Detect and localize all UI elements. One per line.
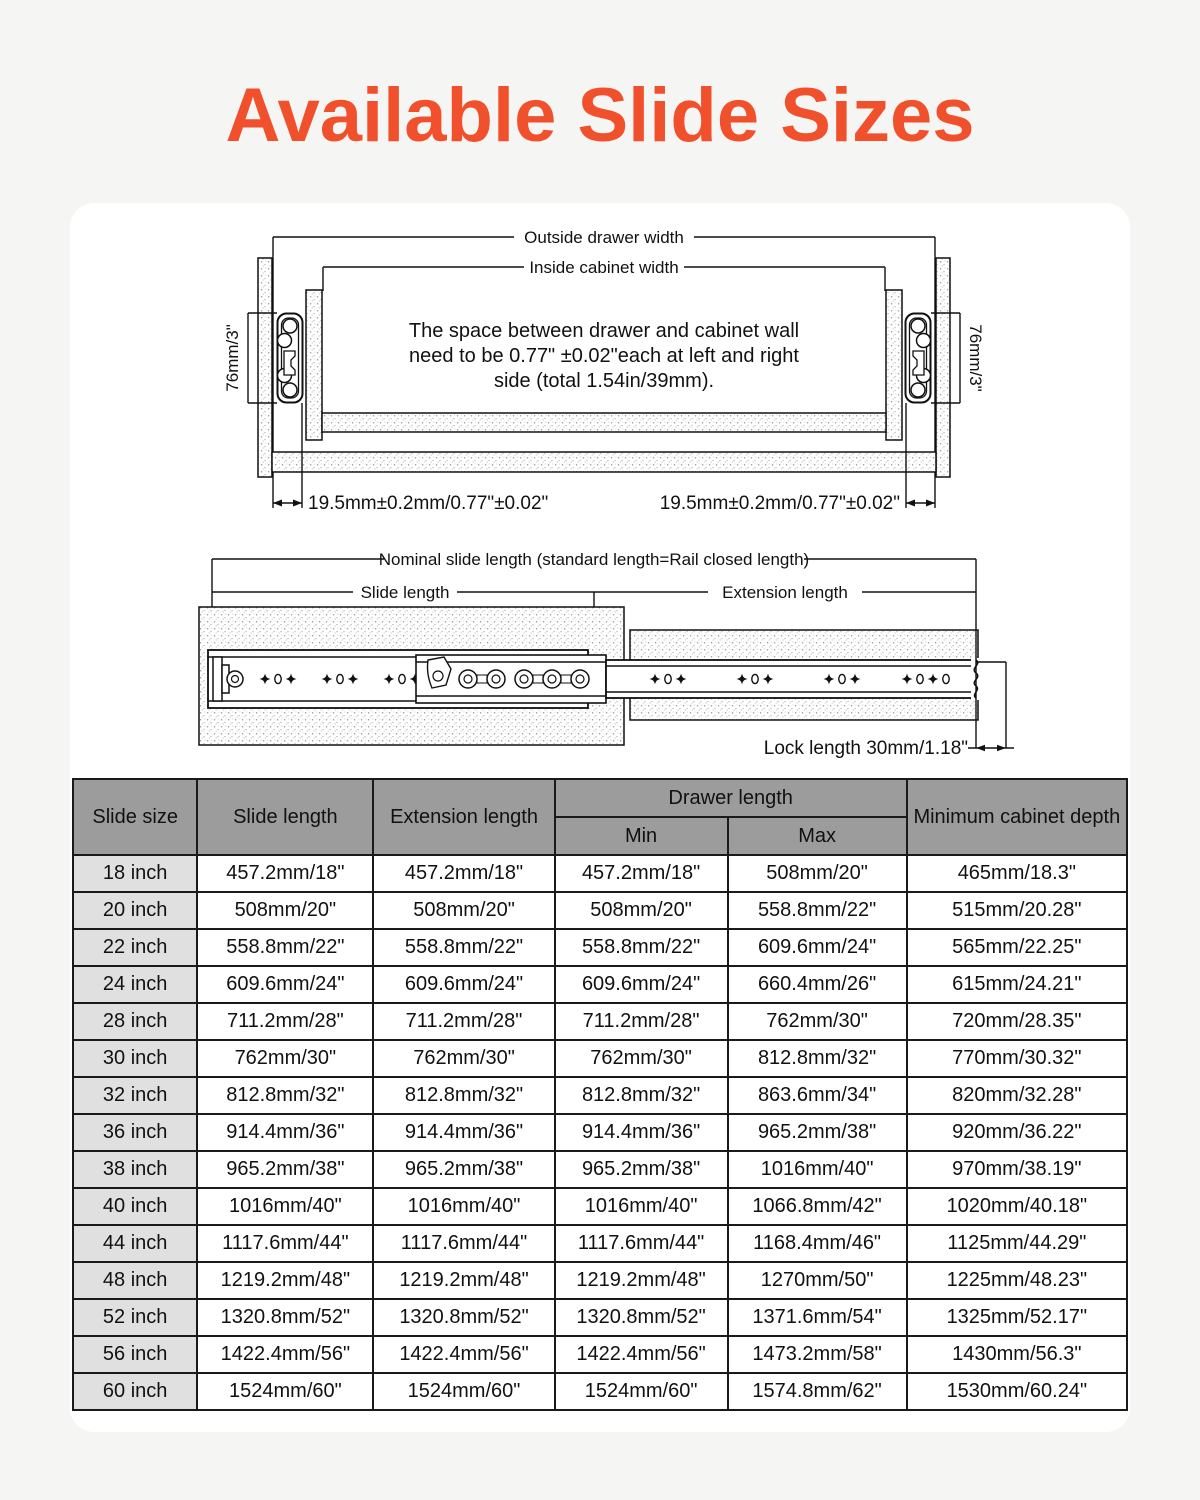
table-row [73,1188,1127,1225]
value-cell: 1325mm/52.17" [907,1299,1127,1336]
mounting-holes [384,674,421,685]
slide-size-cell: 48 inch [73,1262,197,1299]
mounting-holes [824,674,861,685]
side-clearance-left-label: 19.5mm±0.2mm/0.77"±0.02" [308,493,549,514]
table-row [73,1151,1127,1188]
rail-height-right-label: 76mm/3" [966,324,985,392]
value-cell: 812.8mm/32" [555,1077,728,1114]
header-min-cabinet-depth: Minimum cabinet depth [907,779,1127,855]
outside-drawer-width-label: Outside drawer width [524,228,684,247]
value-cell: 762mm/30" [555,1040,728,1077]
size-table-body [73,855,1127,1410]
value-cell: 558.8mm/22" [197,929,373,966]
slide-size-cell: 20 inch [73,892,197,929]
value-cell: 812.8mm/32" [728,1040,907,1077]
value-cell: 1016mm/40" [197,1188,373,1225]
value-cell: 1219.2mm/48" [197,1262,373,1299]
slide-size-table [72,778,1128,1411]
table-row [73,1003,1127,1040]
inner-rail-extended [606,658,982,700]
value-cell: 565mm/22.25" [907,929,1127,966]
table-row [73,1114,1127,1151]
cabinet-wall-right [936,258,950,477]
extension-length-dimension [594,583,976,602]
value-cell: 558.8mm/22" [555,929,728,966]
value-cell: 1219.2mm/48" [373,1262,554,1299]
value-cell: 615mm/24.21" [907,966,1127,1003]
svg-text:need to be 0.77" ±0.02"each at: need to be 0.77" ±0.02"each at left and right [409,345,799,367]
value-cell: 609.6mm/24" [728,929,907,966]
value-cell: 1016mm/40" [555,1188,728,1225]
table-row [73,1225,1127,1262]
drawer-bottom-panel [322,413,886,432]
slide-size-cell: 22 inch [73,929,197,966]
value-cell: 457.2mm/18" [373,855,554,892]
value-cell: 508mm/20" [197,892,373,929]
table-row [73,1262,1127,1299]
mounting-holes [322,674,359,685]
value-cell: 1524mm/60" [373,1373,554,1410]
value-cell: 1168.4mm/46" [728,1225,907,1262]
slide-size-cell: 60 inch [73,1373,197,1410]
slide-size-cell: 38 inch [73,1151,197,1188]
inside-cabinet-width-dimension [323,258,885,291]
value-cell: 1125mm/44.29" [907,1225,1127,1262]
extension-length-label: Extension length [722,583,848,602]
value-cell: 1066.8mm/42" [728,1188,907,1225]
slide-cross-section-left [278,314,303,403]
value-cell: 711.2mm/28" [555,1003,728,1040]
header-slide-size: Slide size [73,779,197,855]
nominal-length-label: Nominal slide length (standard length=Rail closed length) [378,550,810,569]
header-extension-length: Extension length [373,779,554,855]
value-cell: 970mm/38.19" [907,1151,1127,1188]
value-cell: 1422.4mm/56" [555,1336,728,1373]
value-cell: 1524mm/60" [197,1373,373,1410]
value-cell: 711.2mm/28" [373,1003,554,1040]
slide-length-diagram [150,550,1060,765]
value-cell: 720mm/28.35" [907,1003,1127,1040]
value-cell: 558.8mm/22" [373,929,554,966]
table-row [73,892,1127,929]
slide-size-cell: 18 inch [73,855,197,892]
value-cell: 762mm/30" [373,1040,554,1077]
slide-size-cell: 32 inch [73,1077,197,1114]
table-row [73,1077,1127,1114]
value-cell: 508mm/20" [555,892,728,929]
value-cell: 1371.6mm/54" [728,1299,907,1336]
value-cell: 1422.4mm/56" [197,1336,373,1373]
slide-size-cell: 56 inch [73,1336,197,1373]
value-cell: 965.2mm/38" [555,1151,728,1188]
mounting-holes [902,674,939,685]
value-cell: 1574.8mm/62" [728,1373,907,1410]
value-cell: 1320.8mm/52" [373,1299,554,1336]
value-cell: 465mm/18.3" [907,855,1127,892]
value-cell: 914.4mm/36" [373,1114,554,1151]
drawer-side-left [306,290,322,440]
slide-size-cell: 52 inch [73,1299,197,1336]
value-cell: 770mm/30.32" [907,1040,1127,1077]
table-row [73,855,1127,892]
mounting-holes [737,674,774,685]
value-cell: 965.2mm/38" [728,1114,907,1151]
value-cell: 558.8mm/22" [728,892,907,929]
value-cell: 914.4mm/36" [197,1114,373,1151]
value-cell: 762mm/30" [728,1003,907,1040]
value-cell: 1225mm/48.23" [907,1262,1127,1299]
drawer-side-right [886,290,902,440]
table-row [73,1336,1127,1373]
value-cell: 515mm/20.28" [907,892,1127,929]
value-cell: 965.2mm/38" [373,1151,554,1188]
value-cell: 1320.8mm/52" [555,1299,728,1336]
value-cell: 508mm/20" [373,892,554,929]
value-cell: 1016mm/40" [373,1188,554,1225]
header-drawer-min: Min [555,817,728,855]
cabinet-wall-left [258,258,272,477]
value-cell: 1020mm/40.18" [907,1188,1127,1225]
table-row [73,1040,1127,1077]
value-cell: 1117.6mm/44" [373,1225,554,1262]
table-row [73,1299,1127,1336]
value-cell: 609.6mm/24" [555,966,728,1003]
value-cell: 660.4mm/26" [728,966,907,1003]
slide-size-cell: 30 inch [73,1040,197,1077]
value-cell: 1524mm/60" [555,1373,728,1410]
value-cell: 820mm/32.28" [907,1077,1127,1114]
value-cell: 762mm/30" [197,1040,373,1077]
side-clearance-right-label: 19.5mm±0.2mm/0.77"±0.02" [659,493,900,514]
value-cell: 1016mm/40" [728,1151,907,1188]
svg-text:The space between drawer and c: The space between drawer and cabinet wall [408,320,800,342]
rail-height-left-label: 76mm/3" [223,324,242,392]
content-card [70,203,1130,1432]
slide-size-cell: 40 inch [73,1188,197,1225]
value-cell: 863.6mm/34" [728,1077,907,1114]
inside-cabinet-width-label: Inside cabinet width [529,258,679,277]
value-cell: 1117.6mm/44" [555,1225,728,1262]
value-cell: 1430mm/56.3" [907,1336,1127,1373]
header-slide-length: Slide length [197,779,373,855]
value-cell: 812.8mm/32" [197,1077,373,1114]
value-cell: 914.4mm/36" [555,1114,728,1151]
svg-text:side (total 1.54in/39mm).: side (total 1.54in/39mm). [493,370,715,392]
slide-cross-section-right [906,314,931,403]
value-cell: 1473.2mm/58" [728,1336,907,1373]
value-cell: 508mm/20" [728,855,907,892]
table-row [73,929,1127,966]
table-row [73,1373,1127,1410]
slide-size-cell: 44 inch [73,1225,197,1262]
slide-size-cell: 28 inch [73,1003,197,1040]
table-header [73,779,1127,855]
clearance-note [409,320,800,392]
value-cell: 457.2mm/18" [555,855,728,892]
header-drawer-length: Drawer length [555,779,907,817]
slide-size-cell: 36 inch [73,1114,197,1151]
drawer-width-diagram [218,225,990,537]
value-cell: 1117.6mm/44" [197,1225,373,1262]
header-drawer-max: Max [728,817,907,855]
value-cell: 1320.8mm/52" [197,1299,373,1336]
value-cell: 812.8mm/32" [373,1077,554,1114]
bearing-carriage [416,655,606,703]
value-cell: 1270mm/50" [728,1262,907,1299]
value-cell: 457.2mm/18" [197,855,373,892]
value-cell: 1530mm/60.24" [907,1373,1127,1410]
slide-size-cell: 24 inch [73,966,197,1003]
table-row [73,966,1127,1003]
value-cell: 1219.2mm/48" [555,1262,728,1299]
value-cell: 920mm/36.22" [907,1114,1127,1151]
slide-length-label: Slide length [360,583,450,602]
page-title: Available Slide Sizes [225,73,975,158]
value-cell: 965.2mm/38" [197,1151,373,1188]
mounting-holes [260,674,297,685]
mounting-holes [650,674,687,685]
value-cell: 1422.4mm/56" [373,1336,554,1373]
value-cell: 609.6mm/24" [197,966,373,1003]
lock-length-label: Lock length 30mm/1.18" [763,738,968,759]
value-cell: 711.2mm/28" [197,1003,373,1040]
value-cell: 609.6mm/24" [373,966,554,1003]
cabinet-bottom-panel [272,452,936,472]
